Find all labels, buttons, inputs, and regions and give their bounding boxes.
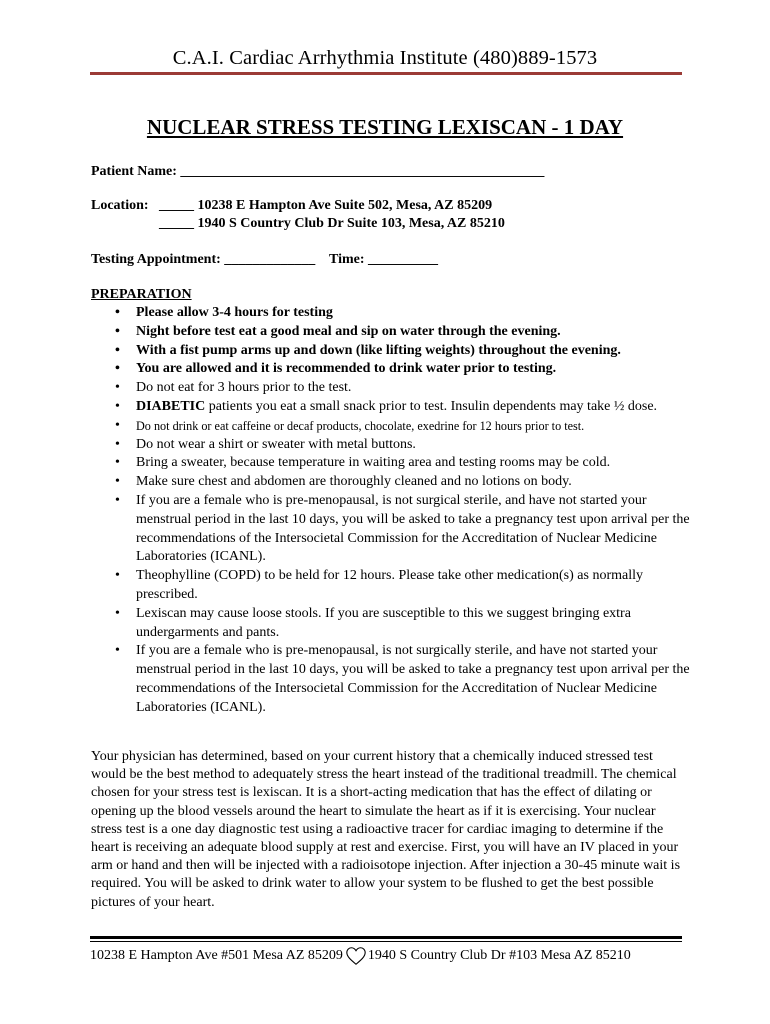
header-rule [90,72,682,75]
footer-address-right: 1940 S Country Club Dr #103 Mesa AZ 85210 [367,948,631,963]
location-line-1: Location: _____ 10238 E Hampton Ave Suite 502, Mesa, AZ 85209 [91,198,493,213]
patient-name-line: Patient Name: ____________________________________________________ [91,164,545,179]
footer-rule-thick [90,936,682,939]
list-item: • Do not wear a shirt or sweater with metal buttons. [91,436,691,455]
diabetic-label: DIABETIC [136,398,206,414]
diabetic-text: patients you eat a small snack prior to test. Insulin dependents may take ½ dose. [208,398,658,414]
letterhead: C.A.I. Cardiac Arrhythmia Institute (480)889-1573 [172,47,598,69]
body-paragraph: Your physician has determined, based on your current history that a chemically induced stressed test would be the best method to adequately stress the heart instead of the traditional treadmill. The chemical chosen for your stress test is lexiscan. It is a short-acting medication that has the effect of dilating or opening up the blood vessels around the heart to simulate the heart as if it is exercising. Your nuclear stress test is a one day diagnostic test using a radioactive tracer for cardiac imaging to determine if the heart is receiving an adequate blood supply at rest and exercise. First, you will have an IV placed in your arm or hand and then will be injected with a radioisotope injection. After injection a 30-45 minute wait is required. You will be asked to drink water to allow your system to be flushed to get the best possible pictures of your heart. [91,749,681,910]
appointment-line: Testing Appointment: _____________ Time: __________ [91,252,439,267]
list-item: • Night before test eat a good meal and sip on water through the evening. [91,323,691,342]
footer [90,945,682,967]
list-item: • Bring a sweater, because temperature in waiting area and testing rooms may be cold. [91,454,691,473]
preparation-list [91,304,691,718]
list-item: • If you are a female who is pre-menopausal, is not surgically sterile, and have not started your menstrual period in the last 10 days, you will be asked to take a pregnancy test upon arrival per the recommendations of the Intersocietal Commission for the Accreditation of Nuclear Medicine Laboratories (ICANL). [91,642,691,717]
list-item: • Please allow 3-4 hours for testing [91,304,691,323]
location-line-2: _____ 1940 S Country Club Dr Suite 103, Mesa, AZ 85210 [159,216,505,231]
list-item: • Theophylline (COPD) to be held for 12 hours. Please take other medication(s) as normally prescribed. [91,567,691,605]
preparation-heading: PREPARATION [91,287,192,302]
list-item: • Do not drink or eat caffeine or decaf products, chocolate, exedrine for 12 hours prior to test. [91,417,691,436]
heart-outline-icon [345,945,367,967]
list-item: • Do not eat for 3 hours prior to the test. [91,379,691,398]
list-item: • Make sure chest and abdomen are thoroughly cleaned and no lotions on body. [91,473,691,492]
list-item-diabetic [91,398,691,417]
footer-rule-thin [90,941,682,942]
document-title: NUCLEAR STRESS TESTING LEXISCAN - 1 DAY [146,115,624,139]
footer-address-left: 10238 E Hampton Ave #501 Mesa AZ 85209 [90,948,343,963]
list-item: • You are allowed and it is recommended to drink water prior to testing. [91,360,691,379]
list-item: • If you are a female who is pre-menopausal, is not surgical sterile, and have not started your menstrual period in the last 10 days, you will be asked to take a pregnancy test upon arrival per the recommendations of the Intersocietal Commission for the Accreditation of Nuclear Medicine Laboratories (ICANL). [91,492,691,567]
list-item: • With a fist pump arms up and down (like lifting weights) throughout the evening. [91,342,691,361]
list-item: • Lexiscan may cause loose stools. If you are susceptible to this we suggest bringing extra undergarments and pants. [91,605,691,643]
